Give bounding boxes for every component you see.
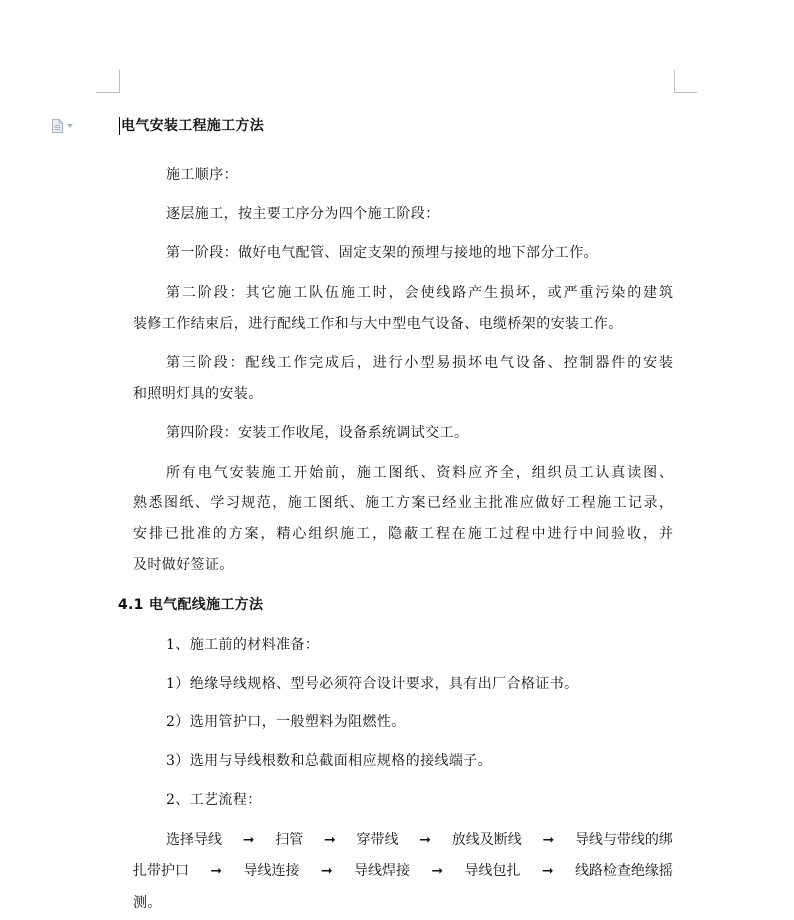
arrow-right-icon: ➞ (320, 863, 333, 879)
intro-paragraph: 逐层施工，按主要工序分为四个施工阶段： (166, 206, 440, 222)
stage3-line2: 和照明灯具的安装。 (133, 386, 263, 402)
item1-1: 1）绝缘导线规格、型号必须符合设计要求，具有出厂合格证书。 (166, 676, 579, 692)
flow-row-2 (133, 862, 673, 880)
prep-line3: 安排已批准的方案，精心组织施工，隐蔽工程在施工过程中进行中间验收，并 (133, 526, 673, 542)
flow-step: 选择导线 (166, 832, 222, 848)
prep-line2: 熟悉图纸、学习规范，施工图纸、施工方案已经业主批准应做好工程施工记录， (133, 495, 673, 511)
flow-step: 放线及断线 (451, 832, 522, 848)
text-cursor (119, 117, 120, 135)
arrow-right-icon: ➞ (419, 832, 431, 848)
flow-end: 测。 (133, 895, 162, 911)
flow-row-1 (166, 831, 673, 849)
order-label: 施工顺序： (166, 167, 238, 183)
flow-step: 导线连接 (243, 863, 300, 879)
paragraph-options-button[interactable] (52, 117, 82, 133)
prep-line4: 及时做好签证。 (133, 557, 234, 573)
flow-step: 导线焊接 (353, 863, 410, 879)
flow-step: 扫管 (275, 832, 304, 848)
arrow-right-icon: ➞ (542, 832, 555, 848)
flow-step: 穿带线 (356, 832, 399, 848)
crop-mark-top-right (674, 70, 697, 93)
document-icon (52, 118, 63, 132)
crop-mark-top-left (96, 70, 120, 93)
stage2-line2: 装修工作结束后，进行配线工作和与大中型电气设备、电缆桥架的安装工作。 (133, 316, 623, 332)
item1-2: 2）选用管护口，一般塑料为阻燃性。 (166, 714, 406, 730)
flow-step: 导线包扎 (464, 863, 521, 879)
chevron-down-icon (67, 124, 73, 128)
arrow-right-icon: ➞ (323, 832, 336, 848)
flow-step: 导线与带线的绑 (574, 832, 673, 848)
section-heading: 4.1 电气配线施工方法 (118, 597, 264, 613)
stage1-paragraph: 第一阶段：做好电气配管、固定支架的预埋与接地的地下部分工作。 (166, 245, 598, 261)
arrow-right-icon: ➞ (242, 832, 255, 848)
item1: 1、施工前的材料准备： (166, 637, 320, 653)
arrow-right-icon: ➞ (431, 863, 444, 879)
flow-step: 扎带护口 (133, 863, 189, 879)
prep-line1: 所有电气安装施工开始前，施工图纸、资料应齐全，组织员工认真读图、 (166, 465, 673, 481)
doc-title: 电气安装工程施工方法 (121, 118, 264, 134)
arrow-right-icon: ➞ (210, 863, 223, 879)
stage2-line1: 第二阶段：其它施工队伍施工时，会使线路产生损坏，或严重污染的建筑 (166, 285, 673, 301)
item1-3: 3）选用与导线根数和总截面相应规格的接线端子。 (166, 753, 493, 769)
arrow-right-icon: ➞ (541, 863, 554, 879)
item2: 2、工艺流程： (166, 792, 262, 808)
stage4-paragraph: 第四阶段：安装工作收尾，设备系统调试交工。 (166, 425, 469, 441)
flow-step: 线路检查绝缘摇 (574, 863, 673, 879)
stage3-line1: 第三阶段：配线工作完成后，进行小型易损坏电气设备、控制器件的安装 (166, 355, 673, 371)
